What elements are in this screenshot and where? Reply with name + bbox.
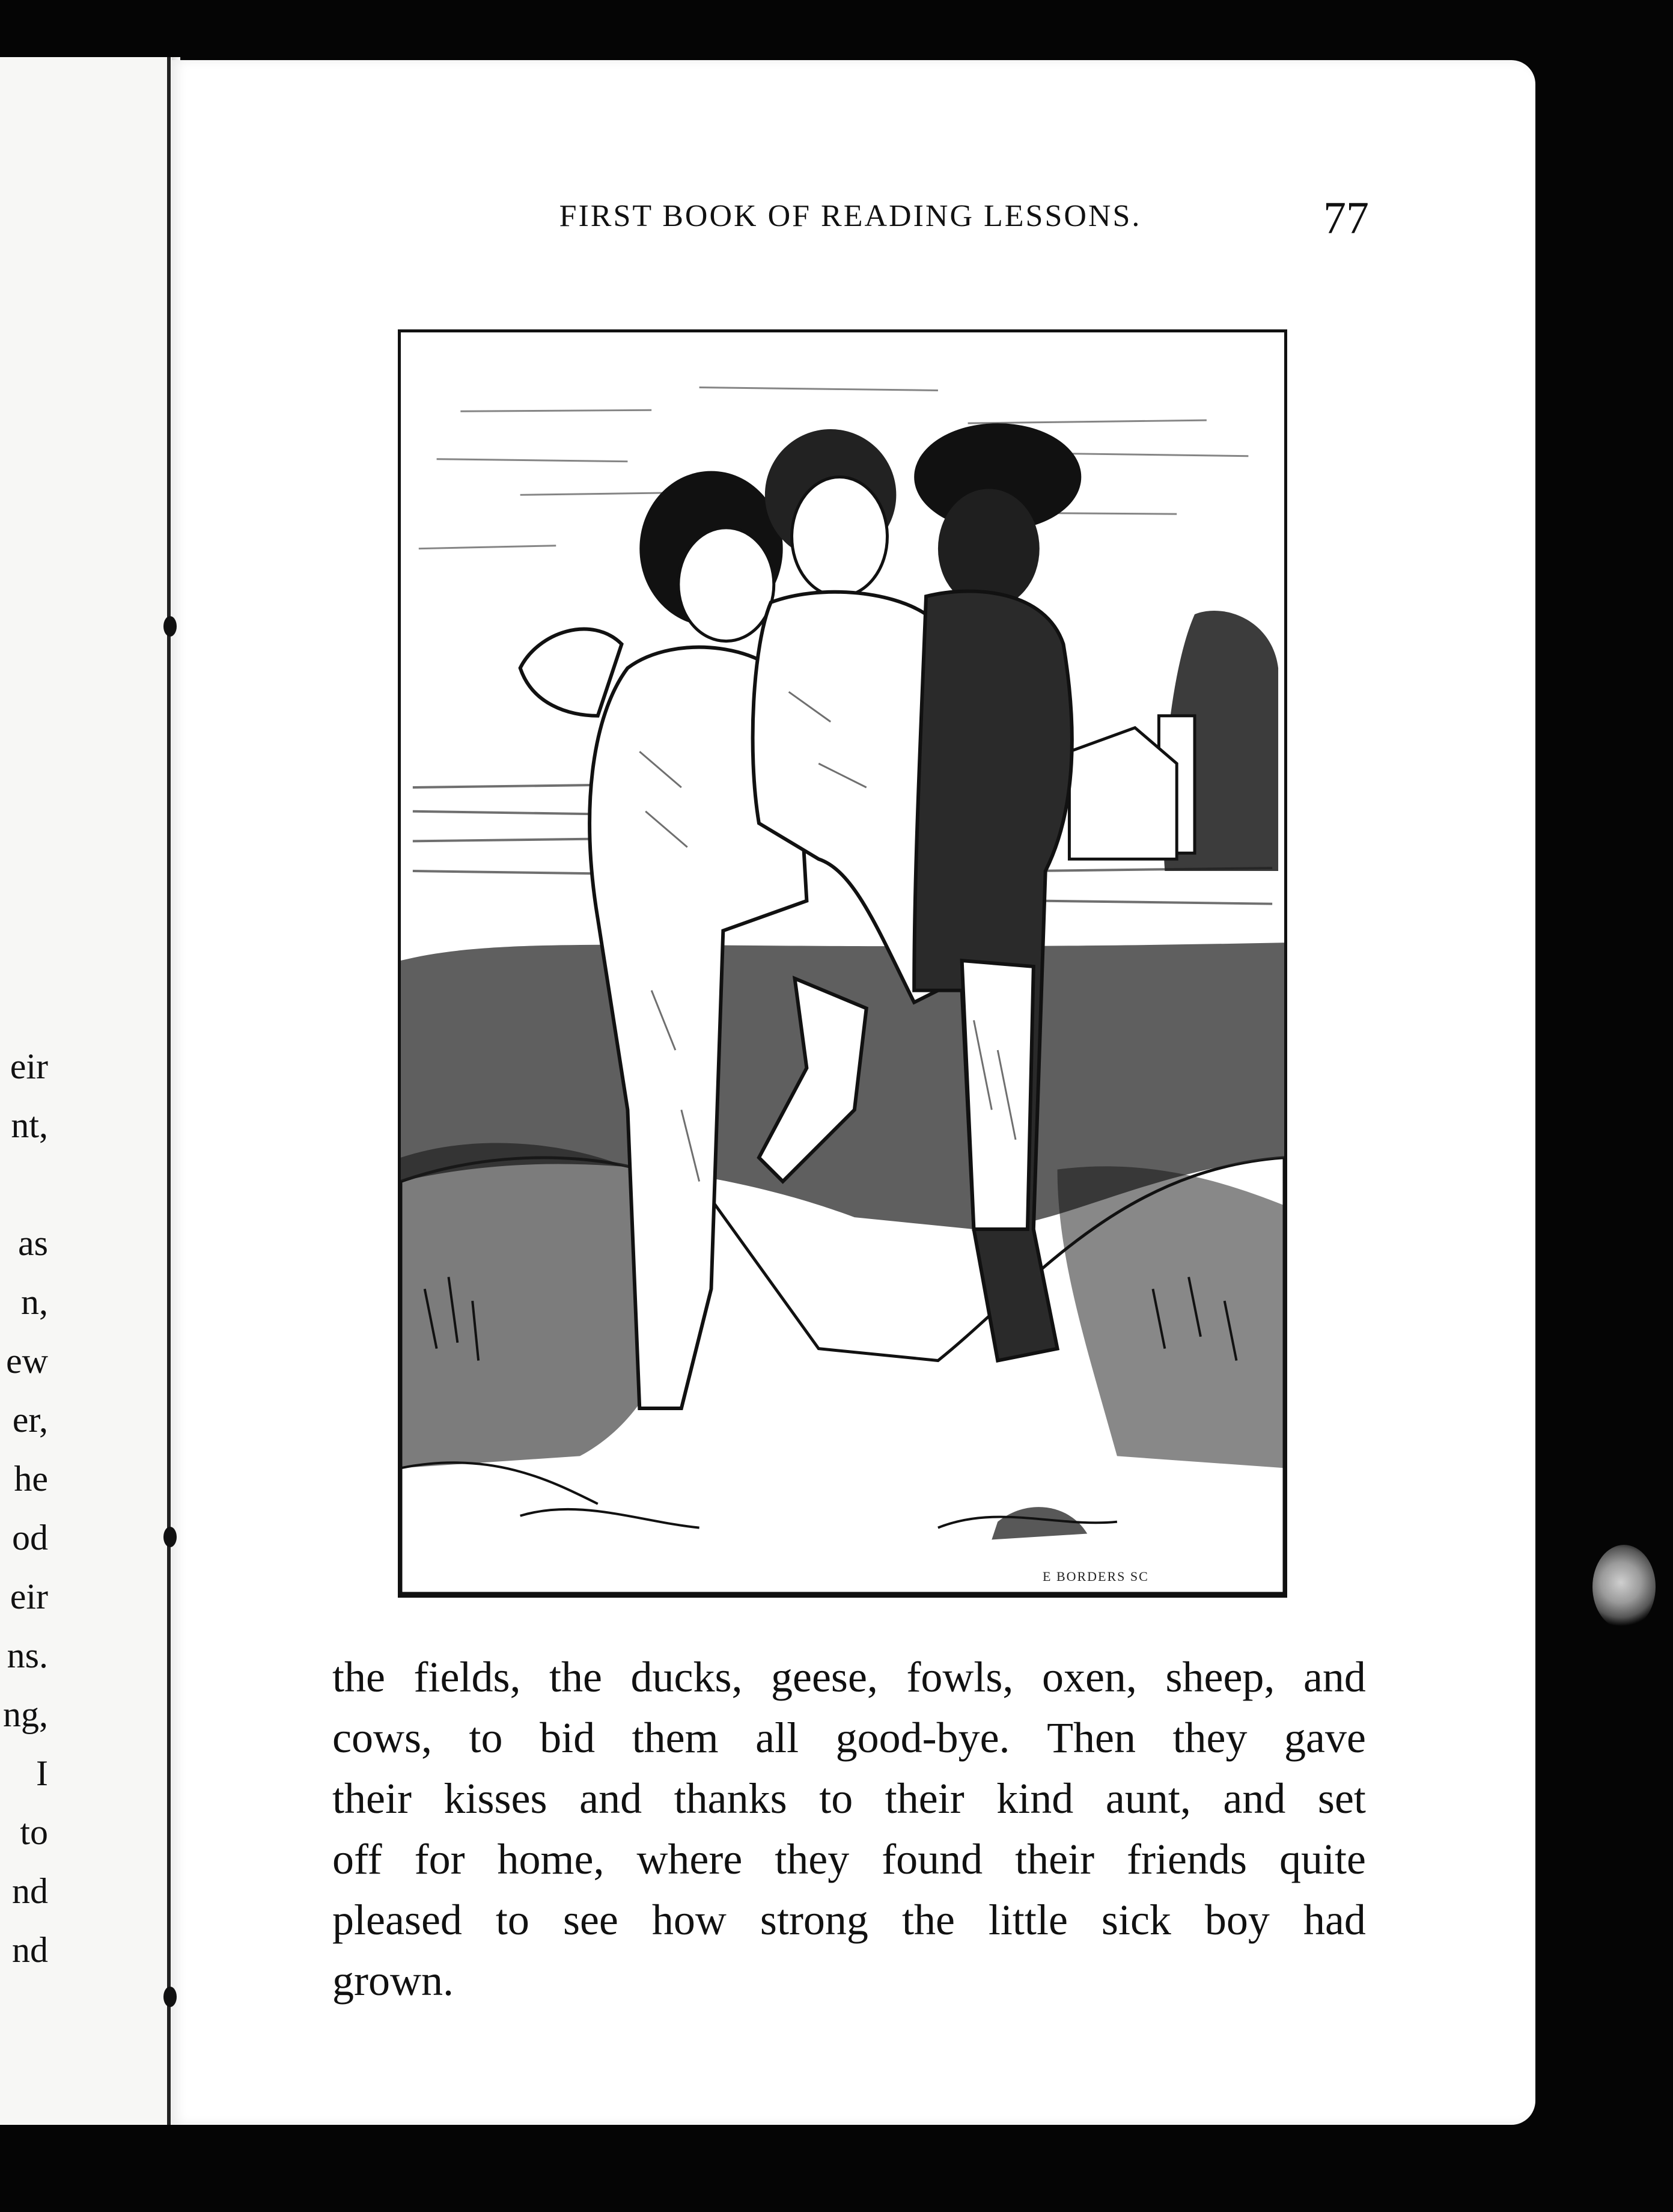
word: their	[332, 1774, 412, 1822]
left-page-fragment: ew	[6, 1341, 48, 1381]
word: how	[651, 1896, 727, 1944]
word: to	[469, 1714, 503, 1762]
word: see	[562, 1896, 618, 1944]
left-page-fragment: nt,	[11, 1105, 48, 1145]
word: to	[495, 1896, 529, 1944]
word: cows,	[332, 1714, 432, 1762]
word: them	[632, 1714, 719, 1762]
binding-stitch-mark	[163, 1987, 177, 2007]
word: their	[885, 1774, 964, 1822]
left-page-fragment: ng,	[3, 1694, 48, 1734]
left-page-fragment: nd	[12, 1871, 48, 1911]
left-page-fragment: od	[12, 1518, 48, 1557]
word: off	[332, 1835, 382, 1883]
text-line	[332, 1768, 1366, 1829]
word: oxen,	[1041, 1653, 1137, 1701]
left-page-fragment: I	[36, 1753, 48, 1793]
word: and	[1223, 1774, 1286, 1822]
word: the	[332, 1653, 385, 1701]
binding-gutter	[167, 57, 171, 2125]
word: boy	[1204, 1896, 1270, 1944]
left-page-fragment: he	[14, 1459, 48, 1499]
left-page-fragment: eir	[10, 1577, 48, 1616]
left-page-fragment: to	[20, 1812, 48, 1852]
left-page-fragment: n,	[21, 1282, 48, 1322]
word: quite	[1279, 1835, 1366, 1883]
word: home,	[497, 1835, 605, 1883]
word: geese,	[771, 1653, 878, 1701]
word: strong	[760, 1896, 868, 1944]
word: found	[882, 1835, 983, 1883]
word: for	[414, 1835, 465, 1883]
running-header: FIRST BOOK OF READING LESSONS.	[559, 199, 1142, 233]
word: aunt,	[1105, 1774, 1191, 1822]
word: pleased	[332, 1896, 462, 1944]
word: fields,	[413, 1653, 521, 1701]
word: the	[901, 1896, 955, 1944]
left-page-text-fragments	[0, 1037, 48, 1979]
word: little	[988, 1896, 1068, 1944]
word: fowls,	[906, 1653, 1014, 1701]
word: grown.	[332, 1957, 454, 2005]
binding-stitch-mark	[163, 616, 177, 637]
left-page-fragment: nd	[12, 1930, 48, 1970]
text-line	[332, 1829, 1366, 1890]
word: friends	[1127, 1835, 1247, 1883]
left-page-fragment: ns.	[7, 1636, 48, 1675]
left-page-fragment	[0, 1155, 48, 1214]
word: gave	[1284, 1714, 1366, 1762]
word: bid	[540, 1714, 596, 1762]
word: and	[1303, 1653, 1366, 1701]
word: thanks	[674, 1774, 787, 1822]
text-line	[332, 1647, 1366, 1708]
body-paragraph	[332, 1647, 1366, 2011]
word: ducks,	[630, 1653, 743, 1701]
word: the	[549, 1653, 602, 1701]
word: to	[819, 1774, 853, 1822]
text-line	[332, 1890, 1366, 1951]
word: sick	[1101, 1896, 1171, 1944]
engraving-three-boys-icon	[401, 332, 1284, 1595]
page-number: 77	[1323, 193, 1369, 243]
word: Then	[1047, 1714, 1136, 1762]
binding-stitch-mark	[163, 1527, 177, 1547]
engraver-signature: E BORDERS SC	[1043, 1569, 1149, 1584]
scan-smudge	[1592, 1545, 1656, 1629]
word: all	[755, 1714, 799, 1762]
left-page-fragment: er,	[12, 1400, 48, 1440]
word: kisses	[443, 1774, 547, 1822]
word: sheep,	[1165, 1653, 1275, 1701]
word: their	[1015, 1835, 1095, 1883]
text-line	[332, 1951, 1366, 2011]
engraving-illustration	[398, 329, 1287, 1598]
left-page-fragment: as	[18, 1223, 48, 1263]
word: they	[775, 1835, 850, 1883]
word: and	[579, 1774, 642, 1822]
word: where	[636, 1835, 743, 1883]
left-page-fragment: eir	[10, 1046, 48, 1086]
word: good-bye.	[835, 1714, 1010, 1762]
word: kind	[996, 1774, 1074, 1822]
word: they	[1172, 1714, 1248, 1762]
word: set	[1317, 1774, 1366, 1822]
word: had	[1303, 1896, 1366, 1944]
text-line	[332, 1708, 1366, 1768]
